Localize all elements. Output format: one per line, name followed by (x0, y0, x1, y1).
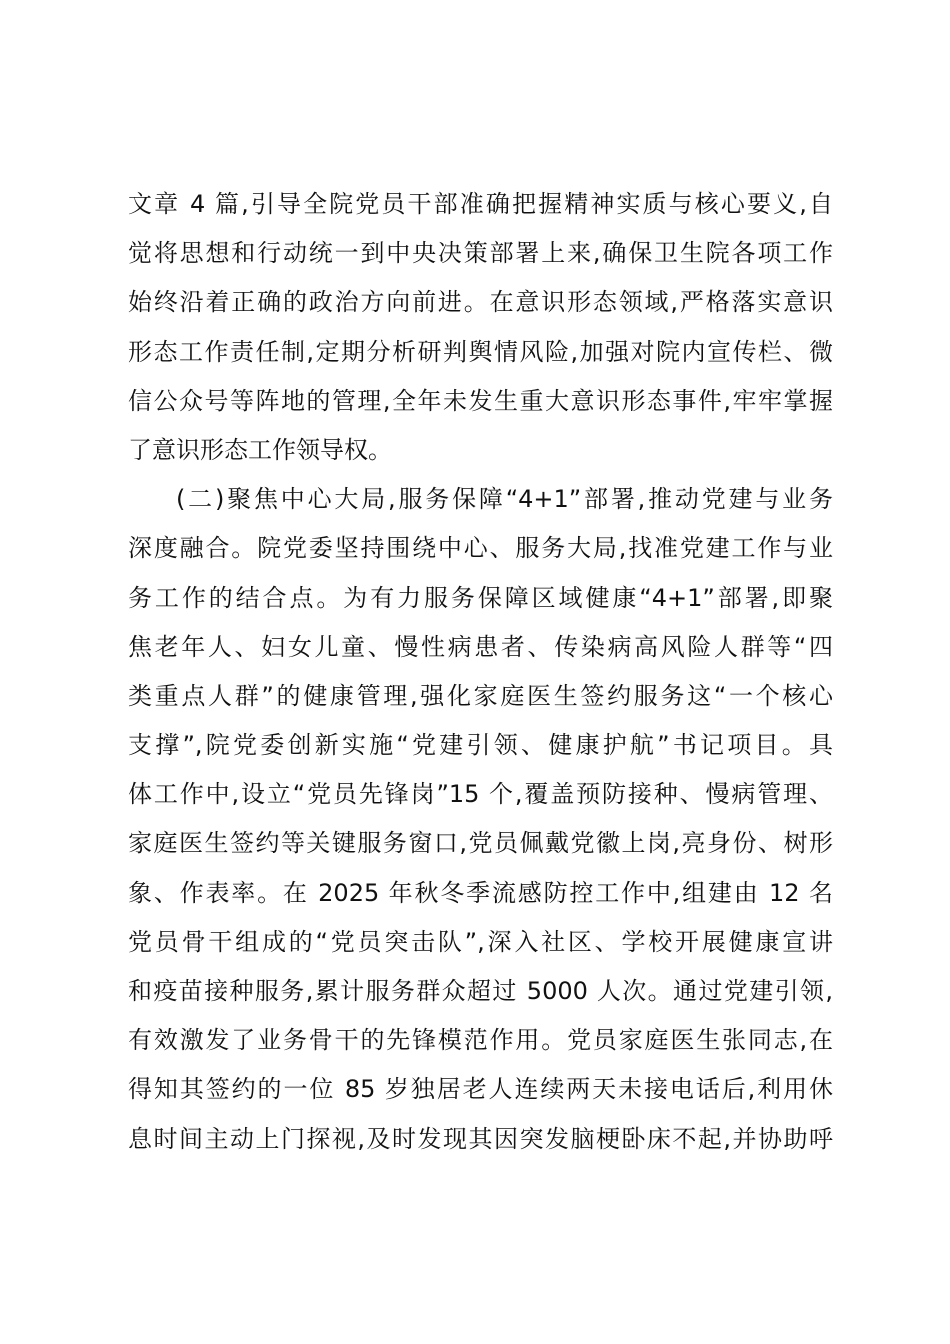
text-line: 支撑”,院党委创新实施“党建引领、健康护航”书记项目。具 (128, 731, 833, 760)
text-line: 象、作表率。在 2025 年秋冬季流感防控工作中,组建由 12 名 (128, 878, 833, 907)
text-line: 息时间主动上门探视,及时发现其因突发脑梗卧床不起,并协助呼 (128, 1124, 833, 1153)
text-line: 类重点人群”的健康管理,强化家庭医生签约服务这“一个核心 (128, 681, 833, 710)
text-line: 务工作的结合点。为有力服务保障区域健康“4+1”部署,即聚 (128, 583, 833, 612)
paragraph (128, 475, 833, 1164)
text-line: 党员骨干组成的“党员突击队”,深入社区、学校开展健康宣讲 (128, 927, 833, 956)
paragraph (128, 180, 833, 475)
text-line: 深度融合。院党委坚持围绕中心、服务大局,找准党建工作与业 (128, 534, 833, 563)
text-line: 形态工作责任制,定期分析研判舆情风险,加强对院内宣传栏、微 (128, 337, 833, 366)
body-text (128, 180, 833, 1164)
text-line: 和疫苗接种服务,累计服务群众超过 5000 人次。通过党建引领, (128, 977, 833, 1005)
text-line: 得知其签约的一位 85 岁独居老人连续两天未接电话后,利用休 (128, 1075, 833, 1104)
text-line: (二)聚焦中心大局,服务保障“4+1”部署,推动党建与业务 (176, 485, 833, 514)
text-line: 了意识形态工作领导权。 (128, 435, 392, 464)
text-line: 体工作中,设立“党员先锋岗”15 个,覆盖预防接种、慢病管理、 (128, 780, 833, 809)
text-line: 文章 4 篇,引导全院党员干部准确把握精神实质与核心要义,自 (128, 190, 833, 218)
text-line: 家庭医生签约等关键服务窗口,党员佩戴党徽上岗,亮身份、树形 (128, 829, 833, 858)
text-line: 信公众号等阵地的管理,全年未发生重大意识形态事件,牢牢掌握 (128, 386, 833, 415)
text-line: 始终沿着正确的政治方向前进。在意识形态领域,严格落实意识 (128, 288, 833, 317)
text-line: 有效激发了业务骨干的先锋模范作用。党员家庭医生张同志,在 (128, 1026, 833, 1055)
text-line: 觉将思想和行动统一到中央决策部署上来,确保卫生院各项工作 (128, 239, 833, 268)
text-line: 焦老年人、妇女儿童、慢性病患者、传染病高风险人群等“四 (128, 632, 833, 661)
